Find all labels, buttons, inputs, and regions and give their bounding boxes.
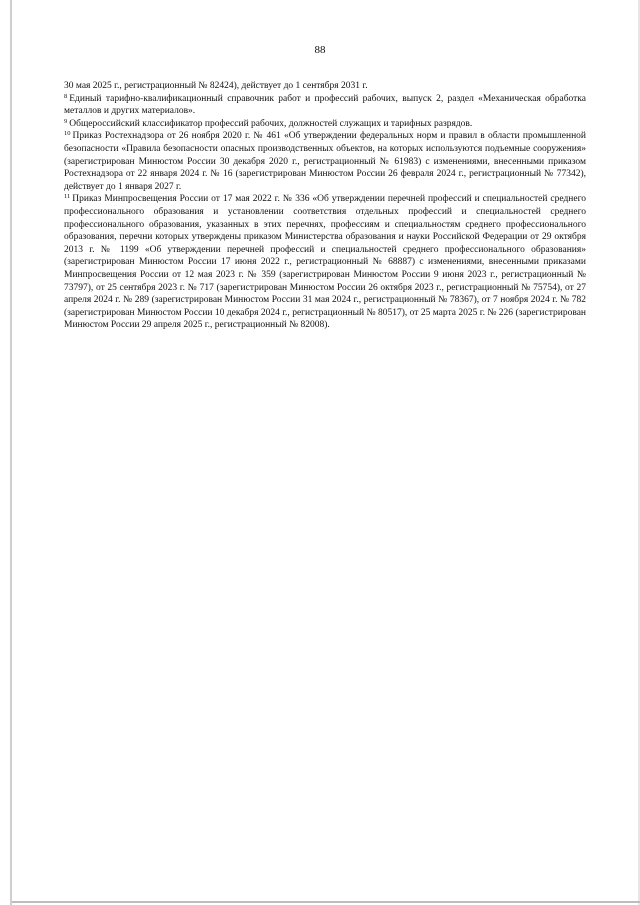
footnote-text: 30 мая 2025 г., регистрационный № 82424), действует до 1 сентября 2031 г. (64, 81, 368, 91)
footnotes-block (64, 80, 586, 332)
footnote-10 (64, 130, 586, 193)
footnote-9 (64, 118, 586, 131)
page-number: 88 (314, 44, 326, 56)
footnote-marker: 11 (64, 193, 71, 201)
footnote-text: Общероссийский классификатор профессий рабочих, должностей служащих и тарифных разрядов. (69, 118, 473, 129)
footnote-8 (64, 93, 586, 118)
footnote-11 (64, 193, 586, 332)
scan-bottom-edge (12, 901, 640, 903)
footnote-marker: 9 (64, 117, 68, 125)
footnote-text: Приказ Минпросвещения России от 17 мая 2022 г. № 336 «Об утверждении перечней профессий и специальностей среднего профессионального образования и установлении соответствия отдельных профессий и специальностей среднего профессионального образования, указанных в этих перечнях, профессиям и специальностям среднего профессионального образования, перечни которых утверждены приказом Министерства образования и науки Российской Федерации от 29 октября 2013 г. № 1199 «Об утверждении перечней профессий и специальностей среднего профессионального образования» (зарегистрирован Минюстом России 17 июня 2022 г., регистрационный № 68887) с изменениями, внесенными приказами Минпросвещения России от 12 мая 2023 г. № 359 (зарегистрирован Минюстом России 9 июня 2023 г., регистрационный № 73797), от 25 сентября 2023 г. № 717 (зарегистрирован Минюстом России 26 октября 2023 г., регистрационный № 75754), от 27 апреля 2024 г. № 289 (зарегистрирован Минюстом России 31 мая 2024 г., регистрационный № 78367), от 7 ноября 2024 г. № 782 (зарегистрирован Минюстом России 10 декабря 2024 г., регистрационный № 80517), от 25 марта 2025 г. № 226 (зарегистрирован Минюстом России 29 апреля 2025 г., регистрационный № 82008). (64, 194, 586, 331)
footnote-continuation (64, 80, 586, 93)
footnote-text: Приказ Ростехнадзора от 26 ноября 2020 г. № 461 «Об утверждении федеральных норм и правил в области промышленной безопасности «Правила безопасности опасных производственных объектов, на которых используются подъемные сооружения» (зарегистрирован Минюстом России 30 декабря 2020 г., регистрационный № 61983) с изменениями, внесенными приказом Ростехнадзора от 22 января 2024 г. № 16 (зарегистрирован Минюстом России 26 февраля 2024 г., регистрационный № 77342), действует до 1 января 2027 г. (64, 131, 586, 192)
footnote-marker: 8 (64, 92, 68, 100)
scan-left-edge (10, 0, 12, 905)
footnote-marker: 10 (64, 130, 71, 138)
footnote-text: Единый тарифно-квалификационный справочник работ и профессий рабочих, выпуск 2, раздел «Механическая обработка металлов и других материалов». (64, 93, 586, 117)
